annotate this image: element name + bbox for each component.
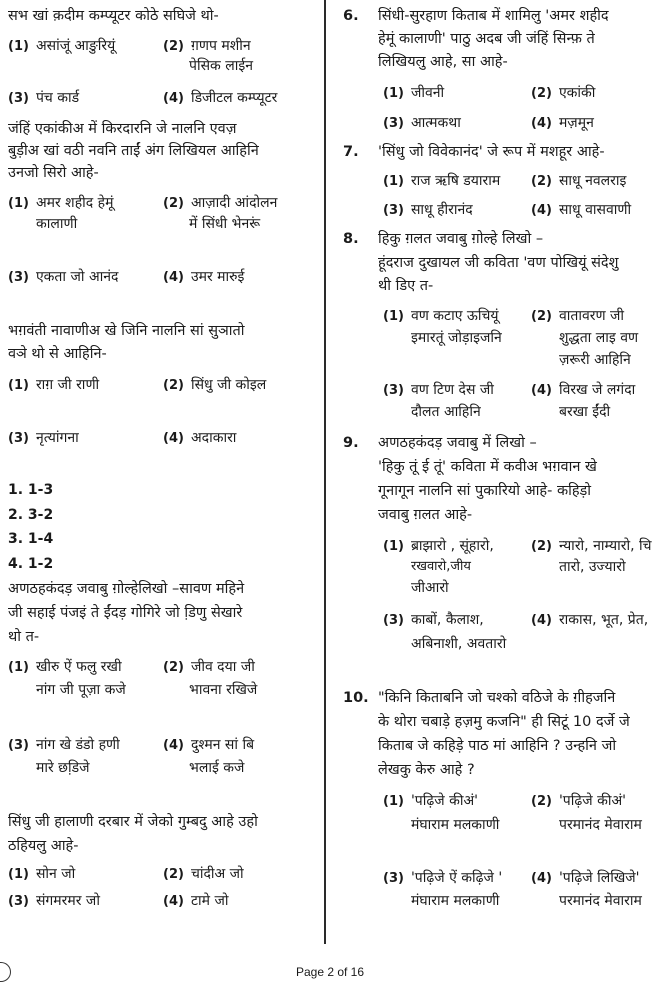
- question-stem-line4: लेखकु केरु आहे ?: [378, 762, 475, 778]
- right-column: [331, 0, 660, 960]
- option-2: (2) एकांकी: [531, 85, 596, 101]
- question-stem-line2: ठहियलु आहे-: [8, 838, 79, 854]
- option-1-line3: जीआरो: [411, 580, 449, 596]
- option-3-line2: अबिनाशी, अवतारो: [411, 636, 507, 652]
- option-2-line3: ज़रूरी आहिनि: [559, 352, 631, 368]
- question-stem-line2: जी सहाई पंजइं ते ईंदड़ गोगिरे जो डि़णु सेखारे: [8, 605, 243, 621]
- option-4: (4) टामे जो: [163, 893, 229, 909]
- question-stem-line1: अणठहकंदड़ जवाबु ग़ोल्हेलिखो –सावण महिने: [8, 581, 245, 597]
- question-stem-line4: जवाबु ग़लत आहे-: [378, 507, 473, 523]
- question-stem-line3: उनजो सिरो आहे-: [8, 165, 99, 181]
- option-1-line2: नांग जी पूज़ा कजे: [36, 682, 126, 698]
- question-stem-line1: "किनि किताबनि जो चश्को वठिजे के ग़ीहजनि: [378, 690, 616, 706]
- option-3: (3) पंच कार्ड: [8, 90, 80, 106]
- option-3: (3) वण टिण देस जी: [383, 382, 494, 398]
- question-stem-line1: अणठहकंदड़ जवाबु में लिखो –: [378, 435, 537, 451]
- option-1: (1) ब्राझारो , सूंहारो,: [383, 538, 494, 554]
- option-3: (3) आत्मकथा: [383, 115, 461, 131]
- option-2-line2: भावना रखिजे: [189, 682, 258, 698]
- option-2: (2) चांदीअ जो: [163, 866, 244, 882]
- option-1: (1) राज ऋषि डयाराम: [383, 173, 501, 189]
- question-stem-line3: किताब जे कहिड़े पाठ मां आहिनि ? उन्हनि जो: [378, 738, 617, 754]
- option-3: (3) साधू हीरानंद: [383, 202, 473, 218]
- question-stem-line2: वञे थो से आहिनि-: [8, 346, 107, 362]
- option-1-line2: मंघाराम मलकाणी: [411, 817, 500, 833]
- option-4: (4) उमर मारुई: [163, 269, 245, 285]
- question-stem: सभ खां क़दीम कम्प्यूटर कोठे सघिजे थो-: [8, 8, 219, 24]
- option-2: (2) जीव दया जी: [163, 659, 255, 675]
- question-number: 9.: [343, 435, 359, 451]
- question-stem-line2: हेमूं कालाणी' पाठु अदब जी जंहिं सिन्फ़ ते: [378, 31, 595, 47]
- option-2: (2) ग़णप मशीन: [163, 38, 251, 54]
- answer-choice: 2. 3-2: [8, 507, 54, 523]
- option-3: (3) 'पढ़िजे ऐं कढ़िजे ': [383, 870, 503, 886]
- option-2-line2: शुद्धता लाइ वण: [559, 330, 639, 346]
- question-stem: 'सिंधु जो विवेकानंद' जे रूप में मशहूर आहे-: [378, 144, 605, 160]
- option-1: (1) खीरु ऐं फलु रखी: [8, 659, 122, 675]
- option-3: (3) नृत्यांगना: [8, 430, 79, 446]
- option-1: (1) राग़ जी राणी: [8, 377, 100, 393]
- question-stem-line1: जंहिं एकांकीअ में किरदारनि जे नालनि एवज़: [8, 121, 237, 137]
- option-2: (2) सिंधु जी कोइल: [163, 377, 267, 393]
- option-4: (4) राकास, भूत, प्रेत,: [531, 612, 649, 628]
- question-stem-line3: थो त-: [8, 629, 40, 645]
- question-stem-line3: गूनागून नालनि सां पुकारियो आहे- कहिड़ो: [378, 483, 592, 499]
- option-1: (1) जीवनी: [383, 85, 445, 101]
- option-4: (4) अदाकारा: [163, 430, 237, 446]
- option-2: (2) 'पढ़िजे कीअं': [531, 793, 627, 809]
- option-3-line2: मंघाराम मलकाणी: [411, 893, 500, 909]
- option-1: (1) असांजूं आङुरियूं: [8, 38, 116, 54]
- question-stem-line3: लिखियलु आहे, सा आहे-: [378, 54, 508, 70]
- question-stem-line1: सिंधु जी हालाणी दरबार में जेको गुम्बदु आहे उहो: [8, 814, 258, 830]
- answer-choice: 1. 1-3: [8, 482, 54, 498]
- question-stem-line3: थी डिए त-: [378, 278, 434, 294]
- option-4-line2: परमानंद मेवाराम: [559, 893, 642, 909]
- question-stem-line2: बुड़ीअ खां वठी नवनि ताईं अंग लिखियल आहिनि: [8, 143, 259, 159]
- question-number: 8.: [343, 231, 359, 247]
- option-1-line2: इमारतूं जोड़ाइजनि: [411, 330, 502, 346]
- option-4: (4) 'पढ़िजे लिखिजे': [531, 870, 640, 886]
- page-footer: Page 2 of 16: [295, 965, 365, 979]
- question-stem-line1: भग़वंती नावाणीअ खे जिनि नालनि सां सुञातो: [8, 323, 245, 339]
- option-4: (4) विरख जे लगंदा: [531, 382, 636, 398]
- option-1: (1) अमर शहीद हेमूं: [8, 195, 114, 211]
- option-1: (1) वण कटाए ऊचियूं: [383, 308, 499, 324]
- option-1-line2: रखवारो,जीय: [411, 559, 471, 574]
- answer-choice: 4. 1-2: [8, 556, 54, 572]
- question-stem-line1: हिकु ग़लत जवाबु ग़ोल्हे लिखो –: [378, 231, 544, 247]
- option-4: (4) दुश्मन सां बि: [163, 737, 255, 753]
- option-2-line2: तारो, उज्यारो: [559, 559, 626, 575]
- option-2: (2) आज़ादी आंदोलन: [163, 195, 278, 211]
- option-2: (2) वातावरण जी: [531, 308, 625, 324]
- option-4-line2: भलाई कजे: [189, 760, 245, 776]
- question-number: 10.: [343, 690, 369, 706]
- question-stem-line2: 'हिकु तूं ई तूं' कविता में कवीअ भग़वान खे: [378, 459, 597, 475]
- option-2: (2) न्यारो, नाम्यारो, चि: [531, 538, 652, 554]
- option-3-line2: दौलत आहिनि: [411, 404, 481, 420]
- question-stem-line2: हूंदराज दुखायल जी कविता 'वण पोखियूं संदेशु: [378, 255, 619, 271]
- option-4: (4) डिजीटल कम्प्यूटर: [163, 90, 278, 106]
- option-3: (3) काबों, कैलाश,: [383, 612, 484, 628]
- option-1: (1) 'पढ़िजे कीअं': [383, 793, 479, 809]
- column-divider: [324, 0, 326, 944]
- option-2: (2) साधू नवलराइ: [531, 173, 627, 189]
- option-2-line2: पेसिक लाईन: [189, 58, 254, 74]
- option-4: (4) मज़मून: [531, 115, 594, 131]
- option-2-line2: परमानंद मेवाराम: [559, 817, 642, 833]
- option-3: (3) एकता जो आनंद: [8, 269, 119, 285]
- option-4: (4) साधू वासवाणी: [531, 202, 632, 218]
- option-3: (3) नांग खे डंडो हणी: [8, 737, 120, 753]
- question-stem-line1: सिंधी-सुरहाण किताब में शामिलु 'अमर शहीद: [378, 8, 609, 24]
- question-stem-line2: के थोरा चबाड़े हज़मु कजनि" ही सिटूं 10 दर्जे जे: [378, 714, 630, 730]
- option-3-line2: मारे छडि़जे: [36, 760, 90, 776]
- option-1: (1) सोन जो: [8, 866, 76, 882]
- option-1-line2: कालाणी: [36, 216, 78, 232]
- question-number: 6.: [343, 8, 359, 24]
- answer-choice: 3. 1-4: [8, 531, 54, 547]
- option-4-line2: बरखा ईंदी: [559, 404, 611, 420]
- option-3: (3) संगमरमर जो: [8, 893, 100, 909]
- question-number: 7.: [343, 144, 359, 160]
- option-2-line2: में सिंधी भेनरूं: [189, 216, 261, 232]
